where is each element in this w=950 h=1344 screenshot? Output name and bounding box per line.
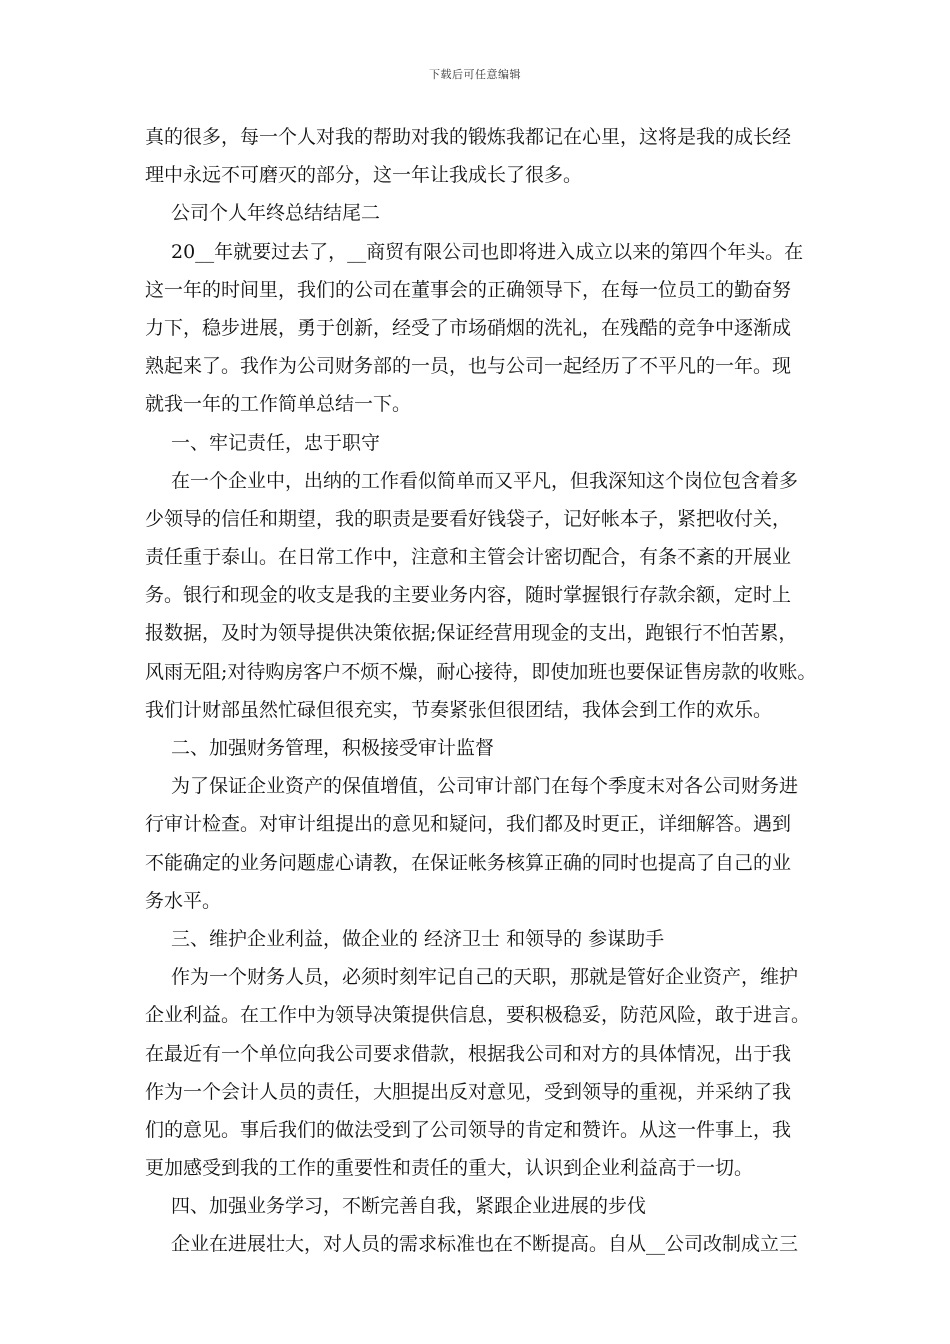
text-line: 企业利益。在工作中为领导决策提供信息，要积极稳妥，防范风险，敢于进言。 [145, 1004, 811, 1027]
text-line: 熟起来了。我作为公司财务部的一员，也与公司一起经历了不平凡的一年。现 [145, 355, 792, 378]
text-line: 们的意见。事后我们的做法受到了公司领导的肯定和赞许。从这一件事上，我 [145, 1118, 792, 1141]
text-line: 不能确定的业务问题虚心请教，在保证帐务核算正确的同时也提高了自己的业 [145, 851, 792, 874]
text-line: 务水平。 [145, 889, 222, 912]
document-body [145, 118, 825, 1264]
text-line: 这一年的时间里，我们的公司在董事会的正确领导下，在每一位员工的勤奋努 [145, 278, 792, 301]
text-line: 力下，稳步进展，勇于创新，经受了市场硝烟的洗礼，在残酷的竞争中逐渐成 [145, 316, 792, 339]
text-line: 更加感受到我的工作的重要性和责任的重大，认识到企业利益高于一切。 [145, 1157, 754, 1180]
text-line: 行审计检查。对审计组提出的意见和疑问，我们都及时更正，详细解答。遇到 [145, 813, 792, 836]
text-line: 理中永远不可磨灭的部分，这一年让我成长了很多。 [145, 164, 583, 187]
text-line: 作为一个会计人员的责任，大胆提出反对意见，受到领导的重视，并采纳了我 [145, 1080, 792, 1103]
text-line: 四、加强业务学习，不断完善自我，紧跟企业进展的步伐 [171, 1195, 647, 1218]
text-line: 在最近有一个单位向我公司要求借款，根据我公司和对方的具体情况，出于我 [145, 1042, 792, 1065]
text-line: 作为一个财务人员，必须时刻牢记自己的天职，那就是管好企业资产，维护 [171, 966, 799, 989]
text-line: 三、维护企业利益，做企业的 经济卫士 和领导的 参谋助手 [171, 927, 665, 950]
text-line: 报数据，及时为领导提供决策依据;保证经营用现金的支出，跑银行不怕苦累， [145, 622, 798, 645]
text-line: 真的很多，每一个人对我的帮助对我的锻炼我都记在心里，这将是我的成长经 [145, 126, 792, 148]
text-line: 为了保证企业资产的保值增值，公司审计部门在每个季度末对各公司财务进 [171, 775, 799, 798]
text-line: 一、牢记责任，忠于职守 [171, 431, 381, 454]
header-note: 下载后可任意编辑 [429, 68, 521, 81]
text-line: 风雨无阻;对待购房客户不烦不燥，耐心接待，即使加班也要保证售房款的收账。 [145, 660, 817, 683]
text-line: 责任重于泰山。在日常工作中，注意和主管会计密切配合，有条不紊的开展业 [145, 546, 792, 569]
text-line: 务。银行和现金的收支是我的主要业务内容，随时掌握银行存款余额，定时上 [145, 584, 792, 607]
text-line: 公司个人年终总结结尾二 [171, 202, 381, 225]
text-line: 企业在进展壮大，对人员的需求标准也在不断提高。自从__公司改制成立三 [171, 1233, 799, 1256]
text-line: 二、加强财务管理，积极接受审计监督 [171, 737, 495, 759]
text-line: 在一个企业中，出纳的工作看似简单而又平凡，但我深知这个岗位包含着多 [171, 469, 799, 492]
text-line: 20__年就要过去了，__商贸有限公司也即将进入成立以来的第四个年头。在 [171, 240, 804, 263]
text-line: 我们计财部虽然忙碌但很充实，节奏紧张但很团结，我体会到工作的欢乐。 [145, 698, 773, 721]
text-line: 就我一年的工作简单总结一下。 [145, 393, 412, 416]
text-line: 少领导的信任和期望，我的职责是要看好钱袋子，记好帐本子，紧把收付关， [145, 507, 792, 530]
